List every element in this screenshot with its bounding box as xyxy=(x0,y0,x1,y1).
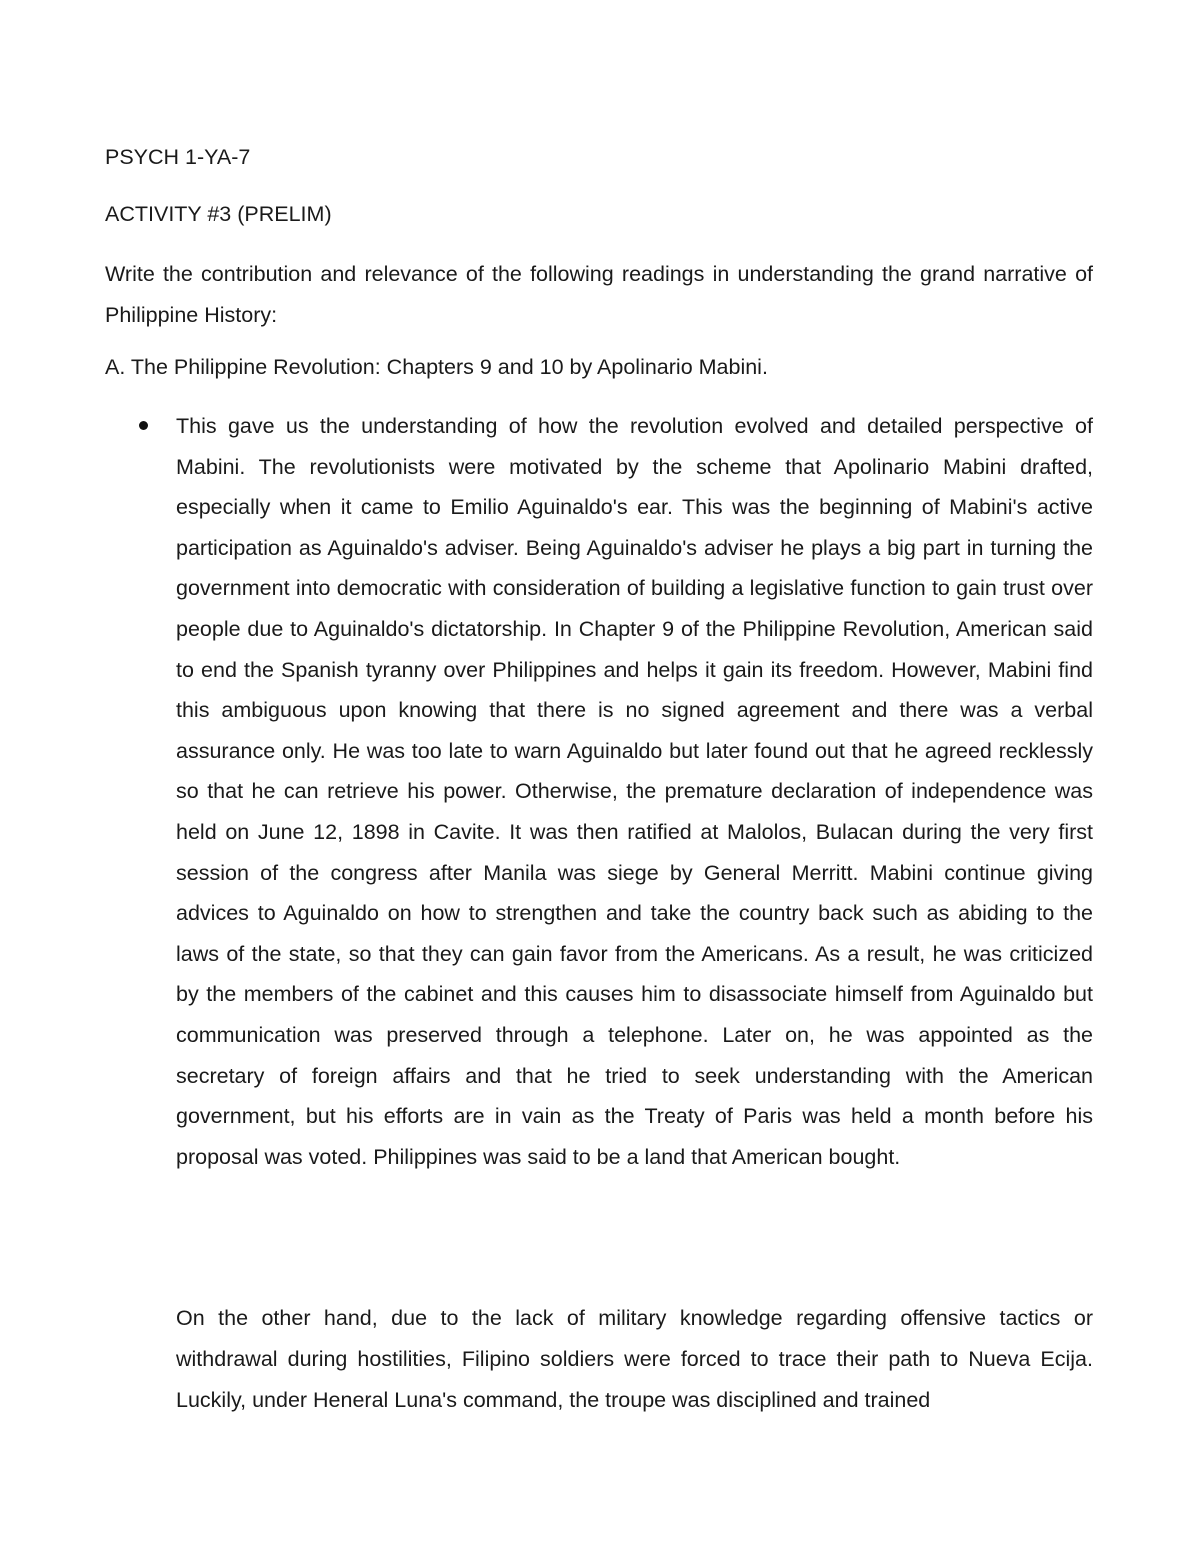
bullet-paragraph-text: This gave us the understanding of how the revolution evolved and detailed perspective of Mabini. The revolutionists were motivated by the scheme that Apolinario Mabini drafted, especially when it came to Emilio Aguinaldo's ear. This was the beginning of Mabini's active participation as Aguinaldo's adviser. Being Aguinaldo's adviser he plays a big part in turning the government into democratic with consideration of building a legislative function to gain trust over people due to Aguinaldo's dictatorship. In Chapter 9 of the Philippine Revolution, American said to end the Spanish tyranny over Philippines and helps it gain its freedom. However, Mabini find this ambiguous upon knowing that there is no signed agreement and there was a verbal assurance only. He was too late to warn Aguinaldo but later found out that he agreed recklessly so that he can retrieve his power. Otherwise, the premature declaration of independence was held on June 12, 1898 in Cavite. It was then ratified at Malolos, Bulacan during the very first session of the congress after Manila was siege by General Merritt. Mabini continue giving advices to Aguinaldo on how to strengthen and take the country back such as abiding to the laws of the state, so that they can gain favor from the Americans. As a result, he was criticized by the members of the cabinet and this causes him to disassociate himself from Aguinaldo but communication was preserved through a telephone. Later on, he was appointed as the secretary of foreign affairs and that he tried to seek understanding with the American government, but his efforts are in vain as the Treaty of Paris was held a month before his proposal was voted. Philippines was said to be a land that American bought. xyxy=(176,414,1093,1169)
instruction-paragraph: Write the contribution and relevance of the following readings in understanding the grand narrative of Philippine History: xyxy=(105,262,1093,327)
activity-title: ACTIVITY #3 (PRELIM) xyxy=(105,202,332,226)
continuation-paragraph: On the other hand, due to the lack of military knowledge regarding offensive tactics or withdrawal during hostilities, Filipino soldiers were forced to trace their path to Nueva Ecija. Luckily, under Heneral Luna's command, the troupe was disciplined and trained xyxy=(176,1306,1093,1412)
course-code: PSYCH 1-YA-7 xyxy=(105,145,251,169)
bullet-list xyxy=(176,406,1093,1177)
list-item xyxy=(176,406,1093,1177)
reading-a-heading: A. The Philippine Revolution: Chapters 9 and 10 by Apolinario Mabini. xyxy=(105,355,768,379)
bullet-icon xyxy=(139,421,148,430)
